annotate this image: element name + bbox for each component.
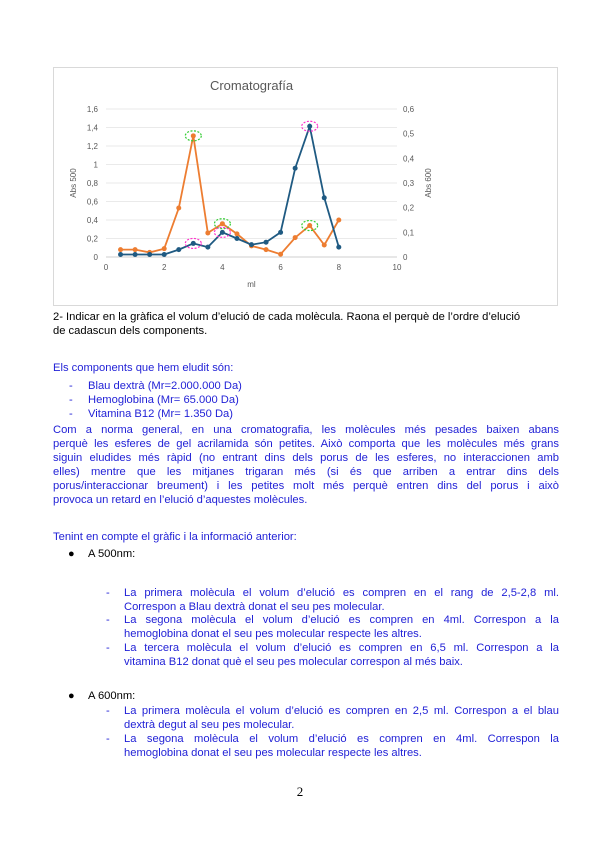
y-left-tick-label: 0,8 [86,179,98,188]
item-500-line: La primera molècula el volum d’elució es compren en el rang de 2,5-2,8 ml. [124,587,559,599]
data-point [176,205,181,210]
x-tick-label: 2 [161,263,167,272]
component-item: Vitamina B12 (Mr= 1.350 Da) [88,408,233,420]
item-600-line: hemoglobina donat el seu pes molecular respecte les altres. [124,747,422,759]
x-tick-label: 6 [278,263,283,272]
y-right-tick-label: 0,2 [403,203,415,213]
data-point [293,235,298,240]
data-point [322,242,327,247]
y-left-tick-label: 0,4 [86,216,98,225]
series-line [121,136,339,254]
y-right-tick-label: 0,5 [403,129,415,139]
paragraph-line: elles) mentre que les mitjanes trigaran més (si és que arriben a entrar dins dels [53,466,559,478]
data-point [205,230,210,235]
item-500-line: La tercera molècula el volum d’elució es compren en 6,5 ml. Correspon a la [124,642,559,654]
paragraph-line: siguin eludides més ràpid (no entrant dins dels porus de les esferes, no interaccionen amb [53,452,559,464]
y-left-tick-label: 1 [93,160,98,170]
paragraph-line: Com a norma general, en una cromatografia, les molècules més pesades baixen abans [53,424,559,436]
data-point [336,245,341,250]
page-number: 2 [296,784,304,799]
section-500-heading: A 500nm: [88,548,136,560]
data-point [191,133,196,138]
chart-svg [54,68,559,307]
item-500-line: hemoglobina donat el seu pes molecular respecte les altres. [124,628,422,640]
list-dash: - [106,614,110,626]
data-point [264,240,269,245]
y-left-tick-label: 1,2 [86,142,98,151]
data-point [264,247,269,252]
item-600-line: La segona molècula el volum d’elució es compren en 4ml. Correspon la [124,733,559,745]
x-tick-label: 0 [103,263,109,272]
data-point [118,247,123,252]
y-right-tick-label: 0,1 [403,228,415,238]
x-tick-label: 4 [220,263,225,272]
data-point [162,246,167,251]
list-dash: - [106,642,110,654]
list-dash: - [106,587,110,599]
y-left-tick-label: 0,6 [86,197,98,207]
item-600-line: dextrà degut al seu pes molecular. [124,719,295,731]
list-dash: - [69,408,73,420]
chromatography-chart [53,67,558,306]
intro-line: Tenint en compte el gràfic i la informació anterior: [53,531,297,543]
data-point [220,230,225,235]
y-right-tick-label: 0,4 [403,154,415,164]
data-point [118,252,123,257]
bullet-dot: ● [68,548,75,560]
list-dash: - [106,733,110,745]
list-dash: - [69,380,73,392]
paragraph-line: provoca un retard en l’elució d’aquestes molècules. [53,494,308,506]
y-right-tick-label: 0,3 [403,179,415,188]
data-point [191,241,196,246]
list-dash: - [106,705,110,717]
data-point [293,166,298,171]
x-tick-label: 8 [336,263,342,272]
data-point [322,195,327,200]
y-left-tick-label: 0 [93,253,98,262]
y-left-axis-label: Abs 500 [69,168,78,198]
item-600-line: La primera molècula el volum d’elució es compren en 2,5 ml. Correspon a el blau [124,705,559,717]
item-500-line: vitamina B12 donat què el seu pes molecular correspon al més baix. [124,656,463,668]
section-600-heading: A 600nm: [88,690,136,702]
x-tick-label: 10 [392,263,402,272]
series-line [121,126,339,254]
y-right-tick-label: 0 [403,253,408,262]
component-item: Blau dextrà (Mr=2.000.000 Da) [88,380,242,392]
data-point [249,242,254,247]
chart-title: Cromatografía [209,78,294,93]
item-500-line: La segona molècula el volum d’elució es compren en 4ml. Correspon a la [124,614,559,626]
data-point [133,247,138,252]
question-line-1: 2- Indicar en la gràfica el volum d’elució de cada molècula. Raona el perquè de l’ordre d’elució [53,311,521,323]
y-right-axis-label: Abs 600 [424,168,433,198]
component-item: Hemoglobina (Mr= 65.000 Da) [88,394,239,406]
paragraph-line: perquè les esferes de gel acrilamida són petites. Això comporta que les molècules més grans [53,438,559,450]
data-point [205,245,210,250]
data-point [162,252,167,257]
y-left-tick-label: 1,6 [86,105,98,114]
data-point [234,231,239,236]
paragraph-line: porus/interaccionar breument) i les petites molt més perquè entren dins del porus i això [53,480,559,492]
data-point [133,252,138,257]
y-left-tick-label: 1,4 [86,123,98,133]
item-500-line: Correspon a Blau dextrà donat el seu pes molecular. [124,601,385,613]
question-line-2: de cadascun dels components. [53,325,208,337]
bullet-dot: ● [68,690,75,702]
data-point [307,124,312,129]
data-point [220,221,225,226]
data-point [307,223,312,228]
x-axis-label: ml [247,280,256,289]
list-dash: - [69,394,73,406]
data-point [336,218,341,223]
data-point [278,230,283,235]
y-right-tick-label: 0,6 [403,105,415,114]
data-point [234,236,239,241]
y-left-tick-label: 0,2 [86,234,98,244]
data-point [278,252,283,257]
data-point [176,247,181,252]
components-title: Els components que hem eludit són: [53,362,234,374]
data-point [147,252,152,257]
